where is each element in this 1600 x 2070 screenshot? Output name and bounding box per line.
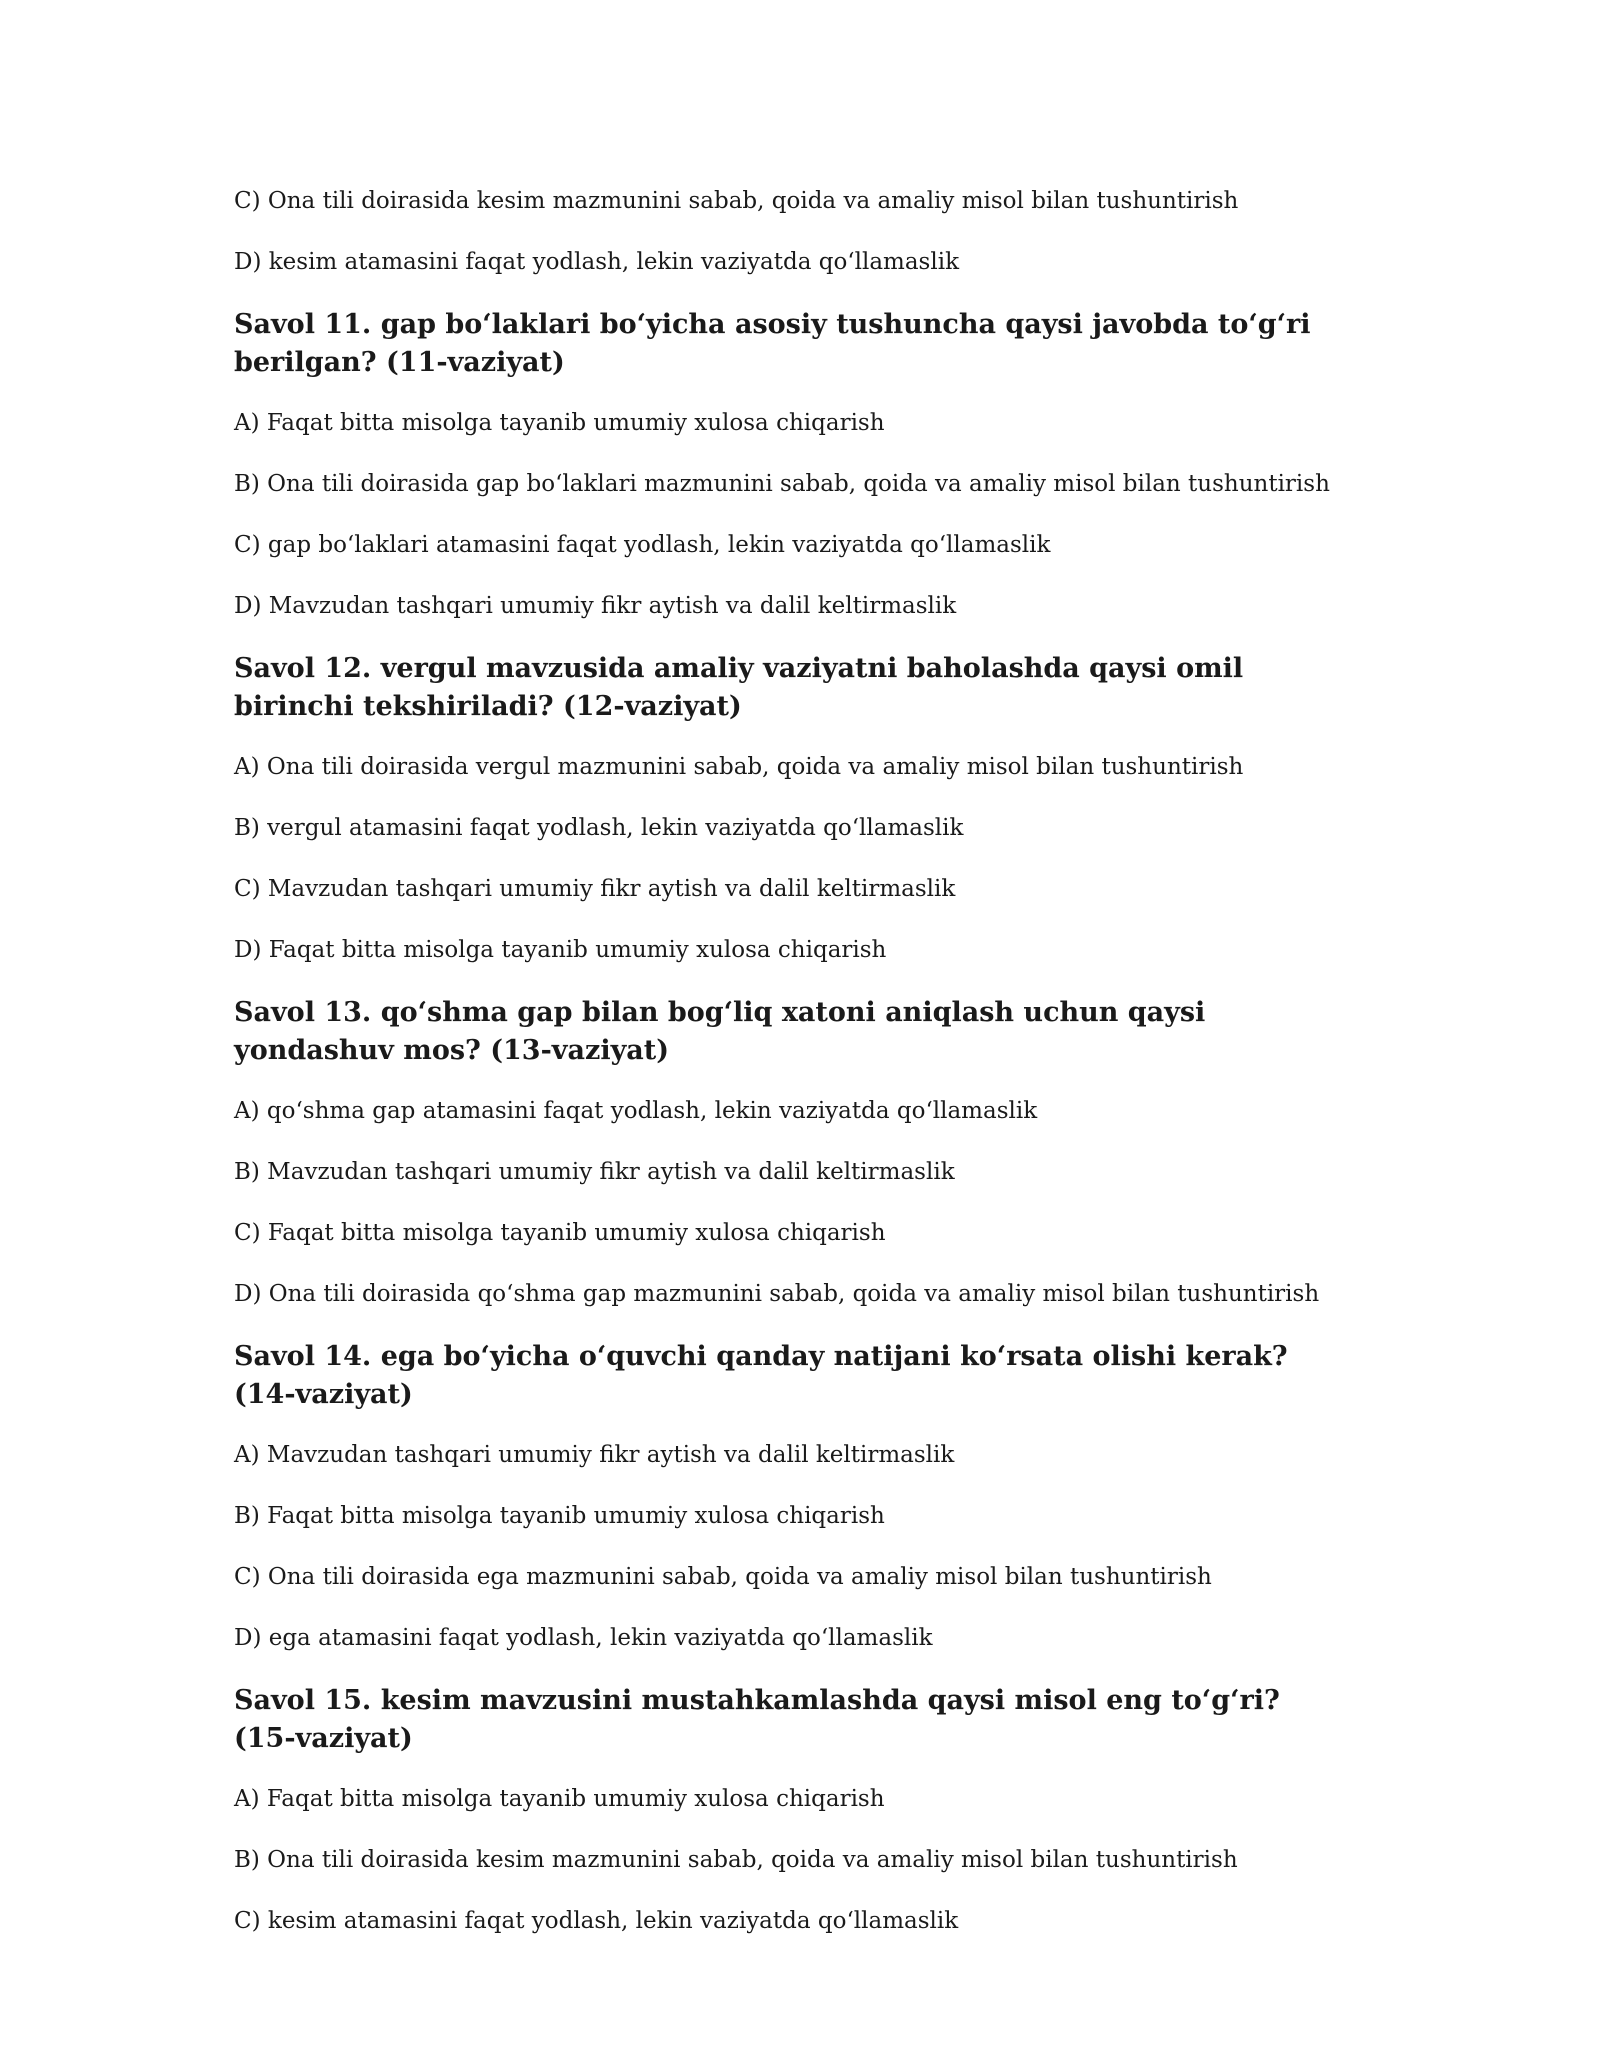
question-12-option-d: D) Faqat bitta misolga tayanib umumiy xulosa chiqarish bbox=[234, 937, 887, 963]
question-14-option-a: A) Mavzudan tashqari umumiy fikr aytish va dalil keltirmaslik bbox=[234, 1442, 955, 1468]
option-d: D) kesim atamasini faqat yodlash, lekin vaziyatda qo‘llamaslik bbox=[234, 249, 960, 275]
question-12-option-b: B) vergul atamasini faqat yodlash, lekin vaziyatda qo‘llamaslik bbox=[234, 815, 964, 841]
question-15-option-b: B) Ona tili doirasida kesim mazmunini sabab, qoida va amaliy misol bilan tushuntirish bbox=[234, 1847, 1238, 1873]
question-13-option-d: D) Ona tili doirasida qo‘shma gap mazmunini sabab, qoida va amaliy misol bilan tushuntirish bbox=[234, 1281, 1320, 1307]
question-12-title: Savol 12. vergul mavzusida amaliy vaziyatni baholashda qaysi omil birinchi tekshiriladi? (12-vaziyat) bbox=[234, 653, 1244, 722]
question-15-title: Savol 15. kesim mavzusini mustahkamlashda qaysi misol eng to‘g‘ri? (15-vaziyat) bbox=[234, 1685, 1280, 1754]
question-13-option-a: A) qo‘shma gap atamasini faqat yodlash, lekin vaziyatda qo‘llamaslik bbox=[234, 1098, 1038, 1124]
document-content bbox=[234, 184, 1334, 1965]
question-11-title: Savol 11. gap bo‘laklari bo‘yicha asosiy tushuncha qaysi javobda to‘g‘ri berilgan? (11-vaziyat) bbox=[234, 309, 1311, 378]
question-11-option-d: D) Mavzudan tashqari umumiy fikr aytish va dalil keltirmaslik bbox=[234, 593, 957, 619]
question-11-option-c: C) gap bo‘laklari atamasini faqat yodlash, lekin vaziyatda qo‘llamaslik bbox=[234, 532, 1051, 558]
question-12-option-a: A) Ona tili doirasida vergul mazmunini sabab, qoida va amaliy misol bilan tushuntirish bbox=[234, 754, 1244, 780]
question-13-option-c: C) Faqat bitta misolga tayanib umumiy xulosa chiqarish bbox=[234, 1220, 886, 1246]
question-13-title: Savol 13. qo‘shma gap bilan bog‘liq xatoni aniqlash uchun qaysi yondashuv mos? (13-vaziyat) bbox=[234, 997, 1206, 1066]
question-14-title: Savol 14. ega bo‘yicha o‘quvchi qanday natijani ko‘rsata olishi kerak? (14-vaziyat) bbox=[234, 1341, 1288, 1410]
question-14-option-b: B) Faqat bitta misolga tayanib umumiy xulosa chiqarish bbox=[234, 1503, 885, 1529]
question-14-option-c: C) Ona tili doirasida ega mazmunini sabab, qoida va amaliy misol bilan tushuntirish bbox=[234, 1564, 1212, 1590]
question-11-option-a: A) Faqat bitta misolga tayanib umumiy xulosa chiqarish bbox=[234, 410, 885, 436]
question-14-option-d: D) ega atamasini faqat yodlash, lekin vaziyatda qo‘llamaslik bbox=[234, 1625, 933, 1651]
question-11-option-b: B) Ona tili doirasida gap bo‘laklari mazmunini sabab, qoida va amaliy misol bilan tushuntirish bbox=[234, 471, 1330, 497]
question-13-option-b: B) Mavzudan tashqari umumiy fikr aytish va dalil keltirmaslik bbox=[234, 1159, 955, 1185]
question-15-option-a: A) Faqat bitta misolga tayanib umumiy xulosa chiqarish bbox=[234, 1786, 885, 1812]
option-c: C) Ona tili doirasida kesim mazmunini sabab, qoida va amaliy misol bilan tushuntirish bbox=[234, 188, 1239, 214]
question-12-option-c: C) Mavzudan tashqari umumiy fikr aytish va dalil keltirmaslik bbox=[234, 876, 956, 902]
question-15-option-c: C) kesim atamasini faqat yodlash, lekin vaziyatda qo‘llamaslik bbox=[234, 1908, 959, 1934]
